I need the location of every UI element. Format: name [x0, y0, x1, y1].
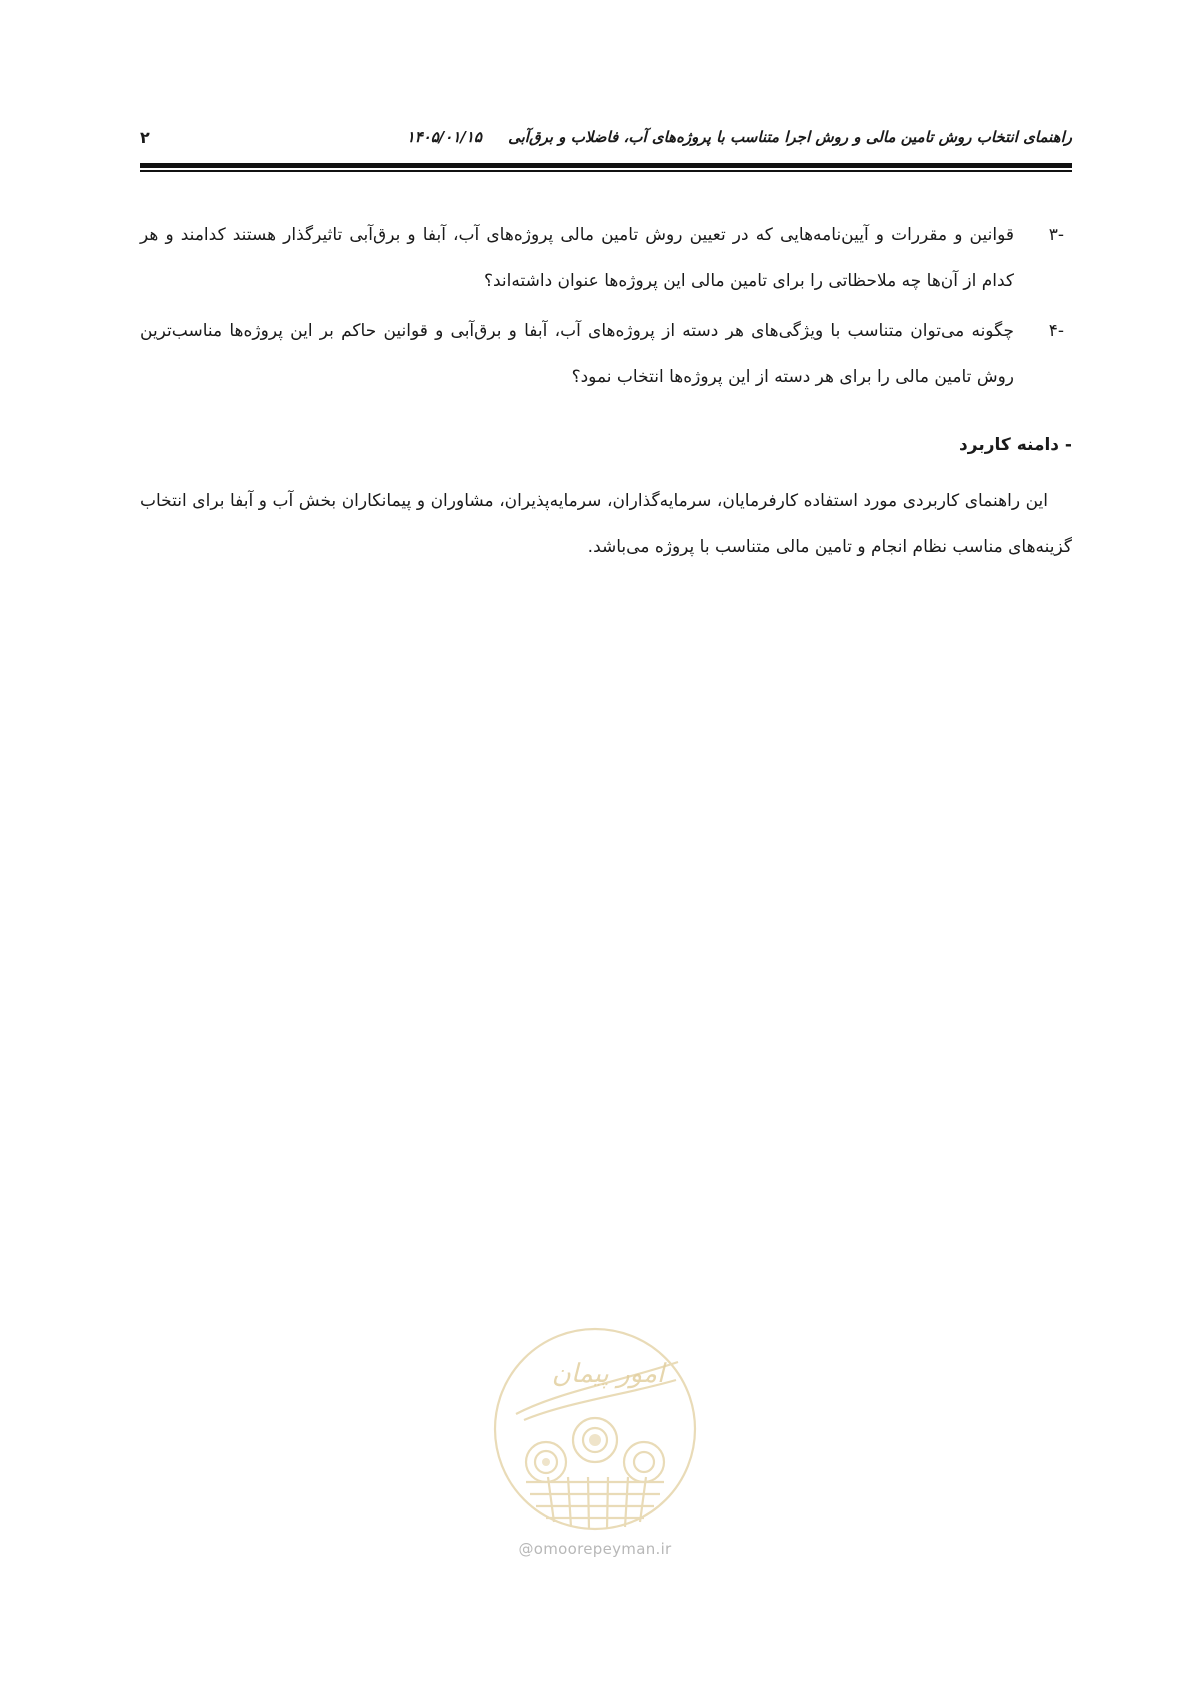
header-date: ۱۴۰۵/۰۱/۱۵ — [406, 128, 482, 146]
question-item — [140, 308, 1072, 400]
watermark-url: @omoorepeyman.ir — [518, 1540, 672, 1558]
header-title: راهنمای انتخاب روش تامین مالی و روش اجرا متناسب با پروژه‌های آب، فاضلاب و برق‌آبی — [508, 128, 1072, 146]
question-text: چگونه می‌توان متناسب با ویژگی‌های هر دسته از پروژه‌های آب، آبفا و برق‌آبی و قوانین حاکم بر این پروژه‌ها مناسب‌ترین روش تامین مالی را برای هر دسته از این پروژه‌ها انتخاب نمود؟ — [140, 321, 1014, 387]
header-rule-thin — [140, 170, 1072, 172]
question-number: -۳ — [1048, 225, 1064, 245]
watermark-logo-text: امور پیمان — [551, 1359, 665, 1389]
question-number: -۴ — [1048, 321, 1064, 341]
question-item — [140, 212, 1072, 304]
page-number: ۲ — [140, 128, 150, 147]
page-header — [140, 128, 1072, 152]
watermark-logo — [488, 1322, 702, 1536]
page-content — [140, 212, 1072, 570]
header-title-line — [407, 128, 1072, 146]
scope-heading: - دامنه کاربرد — [959, 435, 1072, 455]
header-rule-thick — [140, 163, 1072, 168]
question-text: قوانین و مقررات و آیین‌نامه‌هایی که در تعیین روش تامین مالی پروژه‌های آب، آبفا و برق‌آبی تاثیرگذار هستند کدامند و هر کدام از آن‌ها چه ملاحظاتی را برای تامین مالی این پروژه‌ها عنوان داشته‌اند؟ — [140, 225, 1014, 291]
scope-paragraph: این راهنمای کاربردی مورد استفاده کارفرمایان، سرمایه‌گذاران، سرمایه‌پذیران، مشاوران و پیمانکاران بخش آب و آبفا برای انتخاب گزینه‌های مناسب نظام انجام و تامین مالی متناسب با پروژه می‌باشد. — [140, 491, 1072, 557]
